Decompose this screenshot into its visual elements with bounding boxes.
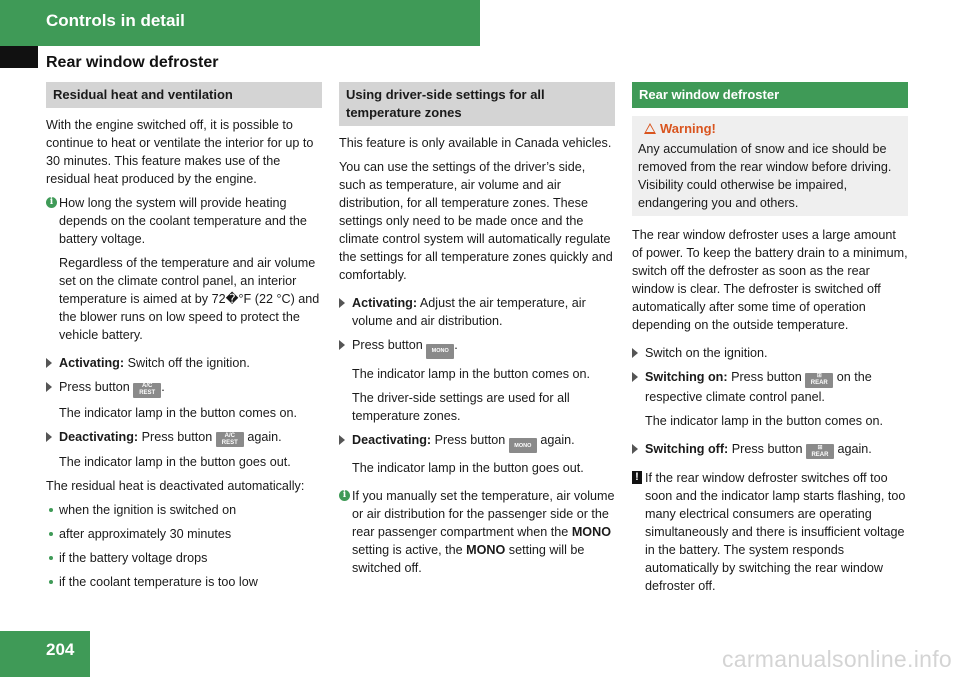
mono-button-icon: MONO bbox=[426, 344, 454, 359]
ac-rest-button-icon: A/C REST bbox=[216, 432, 244, 447]
driver-side-description: You can use the settings of the driver’s side, such as temperature, air volume and air distribution, for all temperature zones. These settings only need to be made once and the climate control system will automatically regulate the settings for all temperature zones quickly and comfortably. bbox=[339, 160, 613, 282]
column-residual-heat bbox=[46, 82, 322, 597]
step-deactivating: Deactivating: Press button MONO again. bbox=[339, 431, 615, 454]
arrow-icon bbox=[339, 340, 345, 350]
warning-triangle-icon bbox=[644, 123, 656, 134]
step-text: Press button bbox=[59, 380, 130, 394]
watermark: carmanualsonline.info bbox=[721, 646, 952, 672]
lamp-off-text: The indicator lamp in the button goes out. bbox=[352, 461, 584, 475]
arrow-icon bbox=[632, 372, 638, 382]
caution-note bbox=[632, 469, 908, 595]
arrow-icon bbox=[339, 298, 345, 308]
auto-deactivation-intro: The residual heat is deactivated automatically: bbox=[46, 479, 305, 493]
arrow-icon bbox=[632, 444, 638, 454]
page-number: 204 bbox=[46, 640, 75, 659]
rear-defroster-button-icon: ⊞ REAR bbox=[805, 373, 833, 388]
warning-text: Any accumulation of snow and ice should be removed from the rear window before driving. Visibility could otherwise be impaired, endangering you and others. bbox=[638, 142, 892, 210]
defroster-description: The rear window defroster uses a large amount of power. To keep the battery drain to a minimum, switch off the defroster as soon as the rear window is clear. The defroster is switched off automatically after some time of operation depending on the outside temperature. bbox=[632, 228, 908, 332]
step-press-button: Press button MONO . bbox=[339, 336, 615, 359]
info-note: i If you manually set the temperature, air volume or air distribution for the passenger side or the rear passenger compartment when the MONO setting is active, the MONO setting will be switched off. bbox=[339, 487, 615, 577]
column-driver-side-settings bbox=[339, 82, 615, 583]
step-label: Activating: bbox=[352, 296, 418, 310]
list-item: if the coolant temperature is too low bbox=[46, 573, 322, 591]
step-text: Switch off the ignition. bbox=[127, 356, 250, 370]
step-text: Press button bbox=[141, 429, 213, 444]
chapter-title: Controls in detail bbox=[46, 11, 185, 30]
rear-defroster-button-icon: ⊞ REAR bbox=[806, 444, 834, 459]
page-title: Rear window defroster bbox=[46, 54, 219, 71]
step-text: Press button bbox=[434, 432, 506, 447]
step-text: Press button bbox=[352, 338, 423, 352]
ac-rest-button-icon: A/C REST bbox=[133, 383, 161, 398]
bullet-icon bbox=[49, 580, 53, 584]
step-label: Activating: bbox=[59, 356, 125, 370]
info-text: How long the system will provide heating depends on the coolant temperature and the battery voltage. bbox=[59, 196, 307, 246]
info-text-continued: Regardless of the temperature and air volume set on the climate control panel, an interior temperature is aimed at by 72�°F (22 °C) and the blower runs on low speed to protect the vehicle battery. bbox=[59, 256, 320, 342]
mono-button-icon: MONO bbox=[509, 438, 537, 453]
warning-box bbox=[632, 116, 908, 216]
arrow-icon bbox=[339, 435, 345, 445]
column-rear-defroster bbox=[632, 82, 908, 601]
arrow-icon bbox=[632, 348, 638, 358]
step-text: Adjust the air temperature, air volume and air distribution. bbox=[352, 296, 586, 328]
exclamation-icon: ! bbox=[632, 471, 642, 484]
availability-text: This feature is only available in Canada vehicles. bbox=[339, 136, 612, 150]
arrow-icon bbox=[46, 432, 52, 442]
step-switching-on: Switching on: Press button ⊞ REAR on the respective climate control panel. bbox=[632, 368, 908, 406]
section-marker bbox=[0, 46, 38, 68]
bullet-icon bbox=[49, 532, 53, 536]
lamp-on-text: The indicator lamp in the button comes on. bbox=[645, 413, 884, 428]
warning-title: Warning! bbox=[638, 120, 902, 138]
step-activating bbox=[339, 294, 615, 330]
info-icon: i bbox=[46, 197, 57, 208]
info-icon: i bbox=[339, 490, 350, 501]
bullet-icon bbox=[49, 556, 53, 560]
caution-text: If the rear window defroster switches off too soon and the indicator lamp starts flashing, too many electrical consumers are operating simultaneously and there is insufficient voltage in the battery. The system responds automatically by switching the rear window defroster off. bbox=[645, 471, 906, 593]
list-item: when the ignition is switched on bbox=[46, 501, 322, 519]
list-item: after approximately 30 minutes bbox=[46, 525, 322, 543]
lamp-on-text: The indicator lamp in the button comes on. bbox=[59, 405, 298, 420]
residual-heat-heading: Residual heat and ventilation bbox=[46, 82, 322, 108]
residual-heat-intro: With the engine switched off, it is possible to continue to heat or ventilate the interior for up to 30 minutes. This feature makes use of the residual heat produced by the engine. bbox=[46, 118, 314, 186]
step-deactivating: Deactivating: Press button A/C REST again. bbox=[46, 428, 322, 448]
driver-side-heading: Using driver-side settings for all temperature zones bbox=[339, 82, 615, 126]
step-ignition bbox=[632, 344, 908, 362]
page-number-band bbox=[0, 631, 90, 677]
step-press-button: Press button A/C REST . bbox=[46, 378, 322, 398]
step-switching-off: Switching off: Press button ⊞ REAR again. bbox=[632, 440, 908, 460]
info-note bbox=[46, 194, 322, 248]
step-label: Deactivating: bbox=[352, 432, 432, 447]
step-label: Switching on: bbox=[645, 370, 728, 384]
step-activating bbox=[46, 354, 322, 372]
lamp-off-text: The indicator lamp in the button goes out. bbox=[59, 455, 291, 469]
bullet-icon bbox=[49, 508, 53, 512]
step-label: Switching off: bbox=[645, 441, 729, 456]
step-text: Switch on the ignition. bbox=[645, 346, 768, 360]
step-label: Deactivating: bbox=[59, 429, 139, 444]
arrow-icon bbox=[46, 382, 52, 392]
driver-side-used-text: The driver-side settings are used for all temperature zones. bbox=[352, 390, 570, 423]
rear-defroster-heading: Rear window defroster bbox=[632, 82, 908, 108]
arrow-icon bbox=[46, 358, 52, 368]
list-item: if the battery voltage drops bbox=[46, 549, 322, 567]
lamp-on-text: The indicator lamp in the button comes on. bbox=[352, 366, 591, 381]
